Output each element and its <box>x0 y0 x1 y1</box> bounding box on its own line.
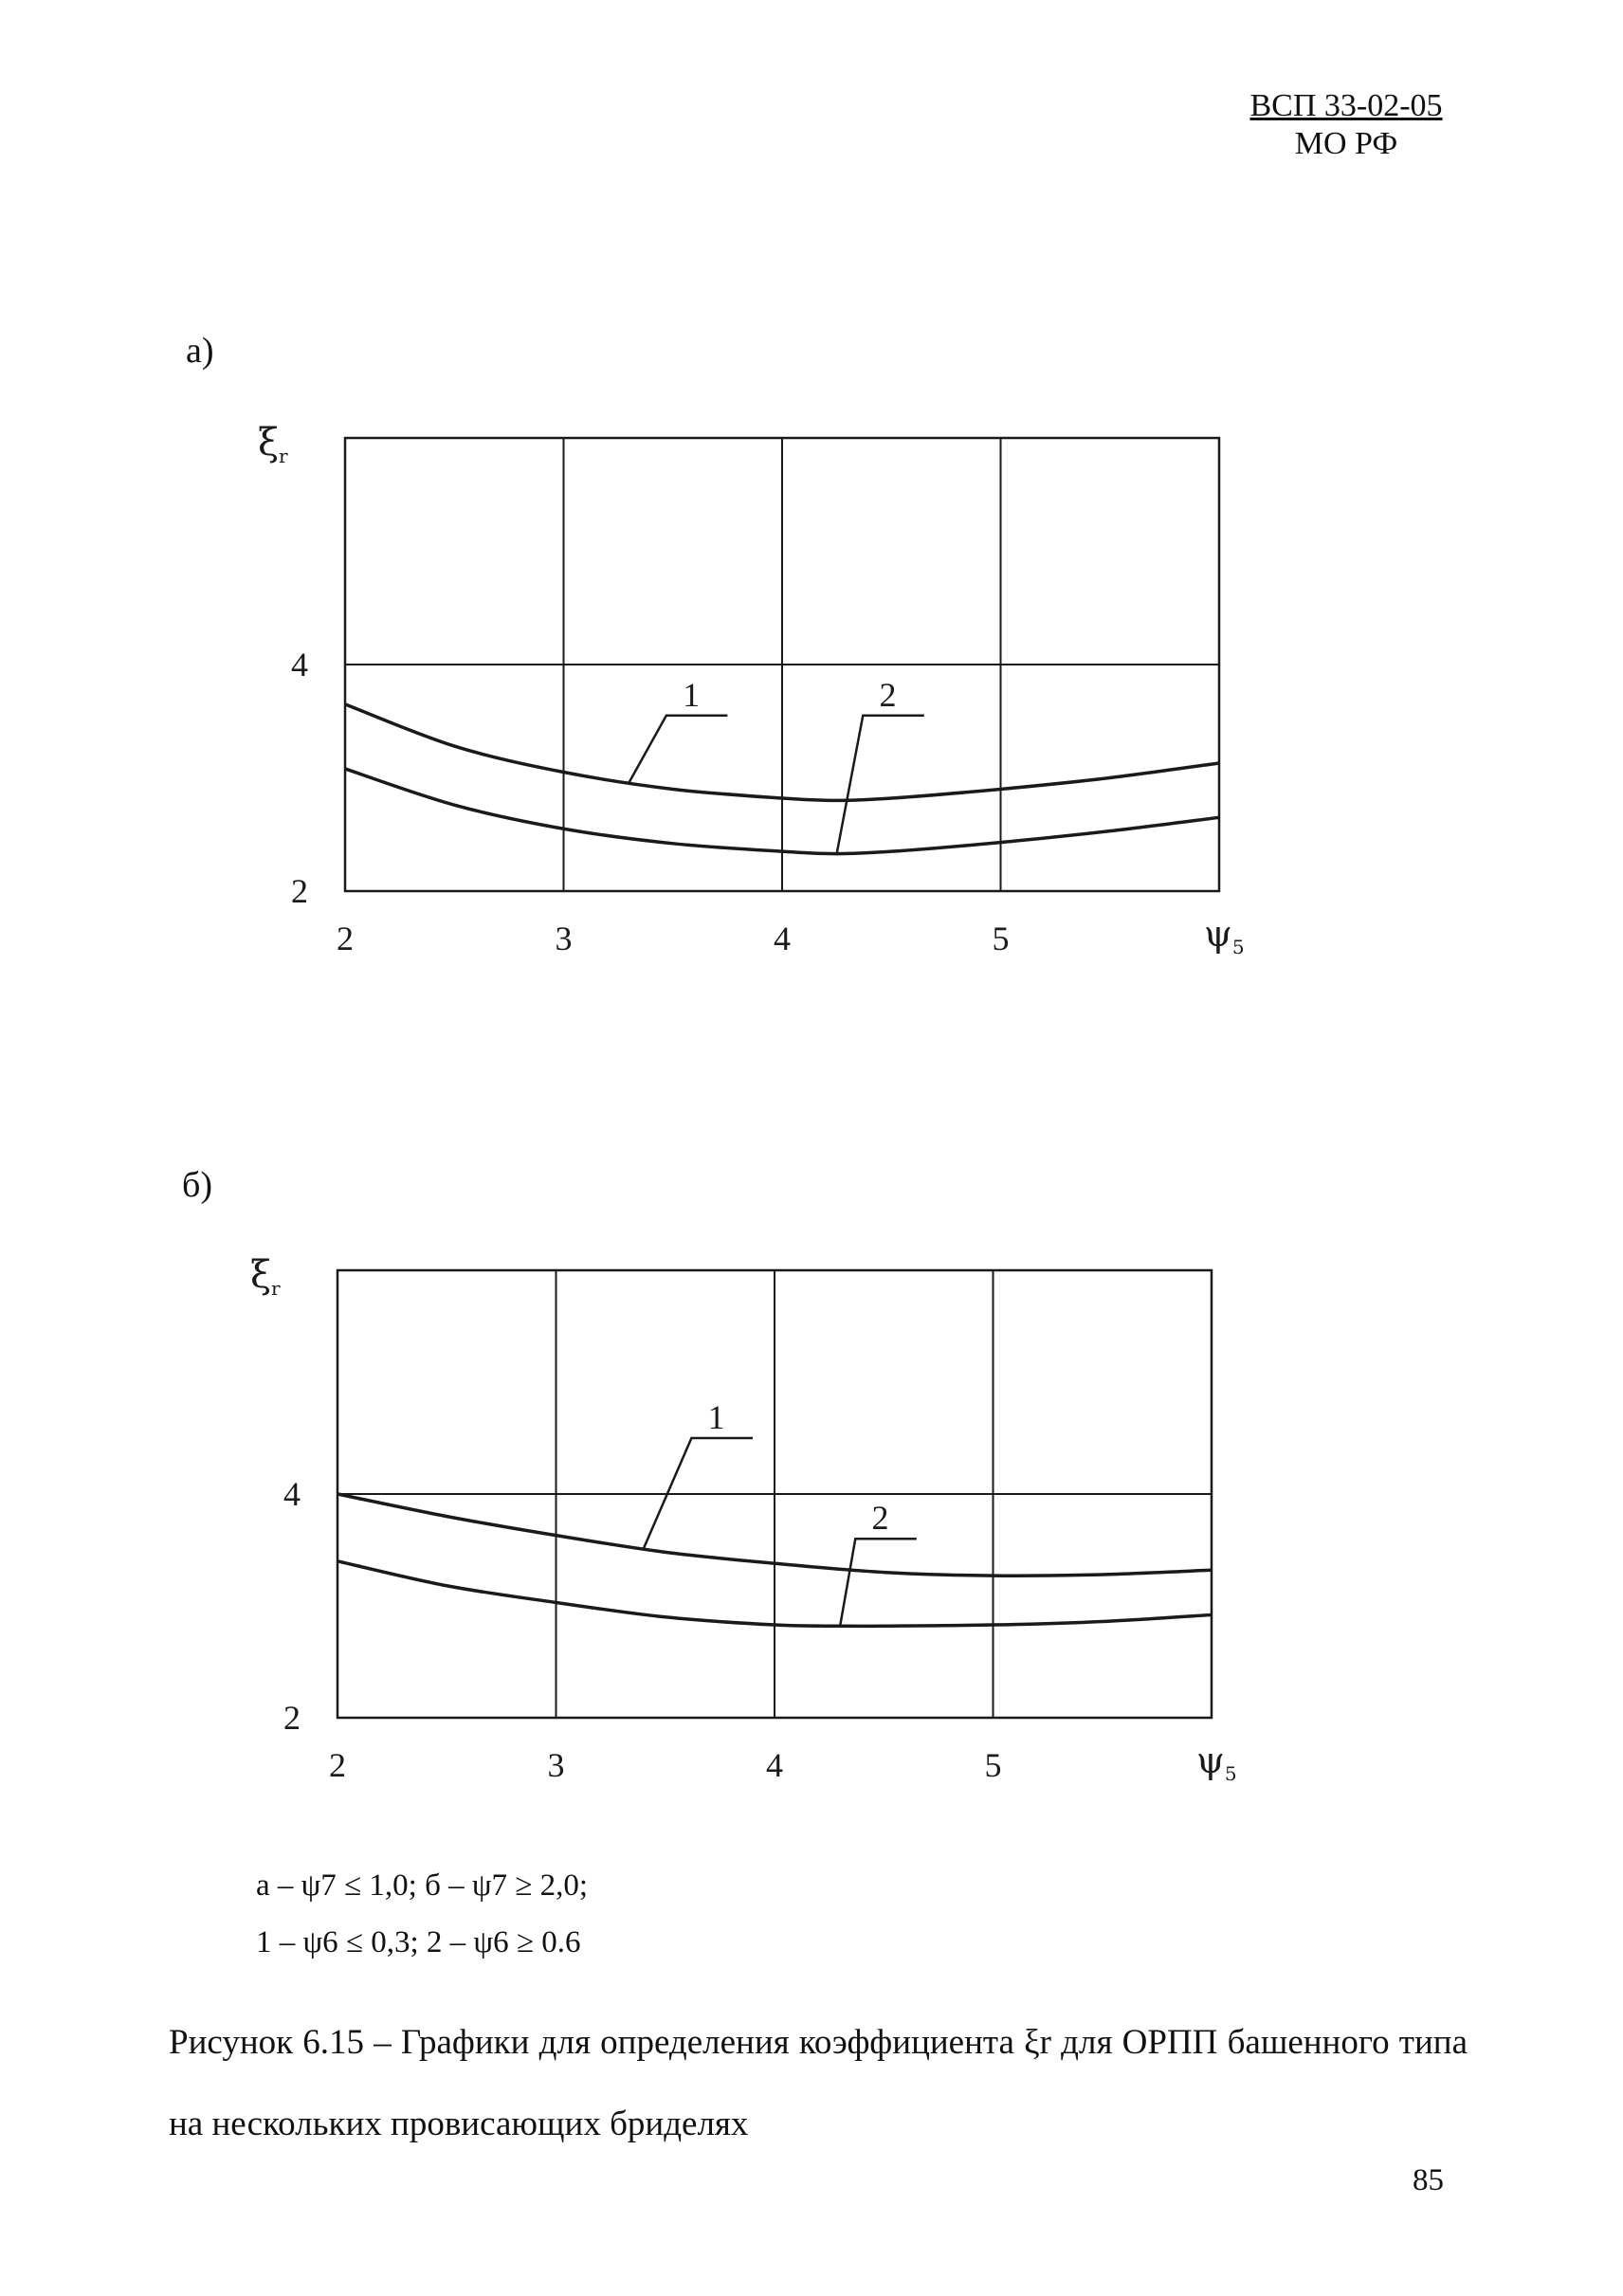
y-tick-label: 2 <box>283 1699 301 1737</box>
x-axis-label: $\psi_5$ <box>1204 913 1245 958</box>
legend-line-1: а – ψ7 ≤ 1,0; б – ψ7 ≥ 2,0; <box>256 1868 589 1903</box>
page-number: 85 <box>1413 2163 1444 2197</box>
series-label-2: 2 <box>879 675 897 714</box>
figure-caption: Рисунок 6.15 – Графики для определения коэффициента ξr для ОРПП башенного типа на нескольких провисающих бриделях <box>169 2023 1468 2143</box>
y-axis-label: $\xi_r$ <box>258 421 288 467</box>
x-tick-label: 3 <box>555 920 573 957</box>
x-tick-label: 2 <box>329 1746 346 1784</box>
x-axis-label: $\psi_5$ <box>1196 1740 1237 1785</box>
document-org: МО РФ <box>1294 126 1398 161</box>
y-tick-label: 4 <box>283 1475 301 1513</box>
x-tick-label: 5 <box>992 920 1010 957</box>
document-code: ВСП 33-02-05 <box>1249 88 1443 123</box>
panel-label-a: а) <box>186 331 214 371</box>
x-tick-label: 5 <box>984 1746 1002 1784</box>
x-tick-label: 2 <box>337 920 354 957</box>
y-axis-label: $\xi_r$ <box>250 1253 281 1300</box>
y-tick-label: 4 <box>291 646 308 683</box>
x-tick-label: 4 <box>774 920 791 957</box>
x-tick-label: 3 <box>547 1746 565 1784</box>
x-tick-label: 4 <box>766 1746 783 1784</box>
series-label-1: 1 <box>683 675 701 714</box>
legend-line-2: 1 – ψ6 ≤ 0,3; 2 – ψ6 ≥ 0.6 <box>256 1925 581 1959</box>
leader-line-2 <box>840 1539 917 1626</box>
y-tick-label: 2 <box>291 872 308 910</box>
panel-label-b: б) <box>182 1165 212 1205</box>
series-label-2: 2 <box>871 1499 889 1538</box>
series-label-1: 1 <box>707 1398 725 1436</box>
